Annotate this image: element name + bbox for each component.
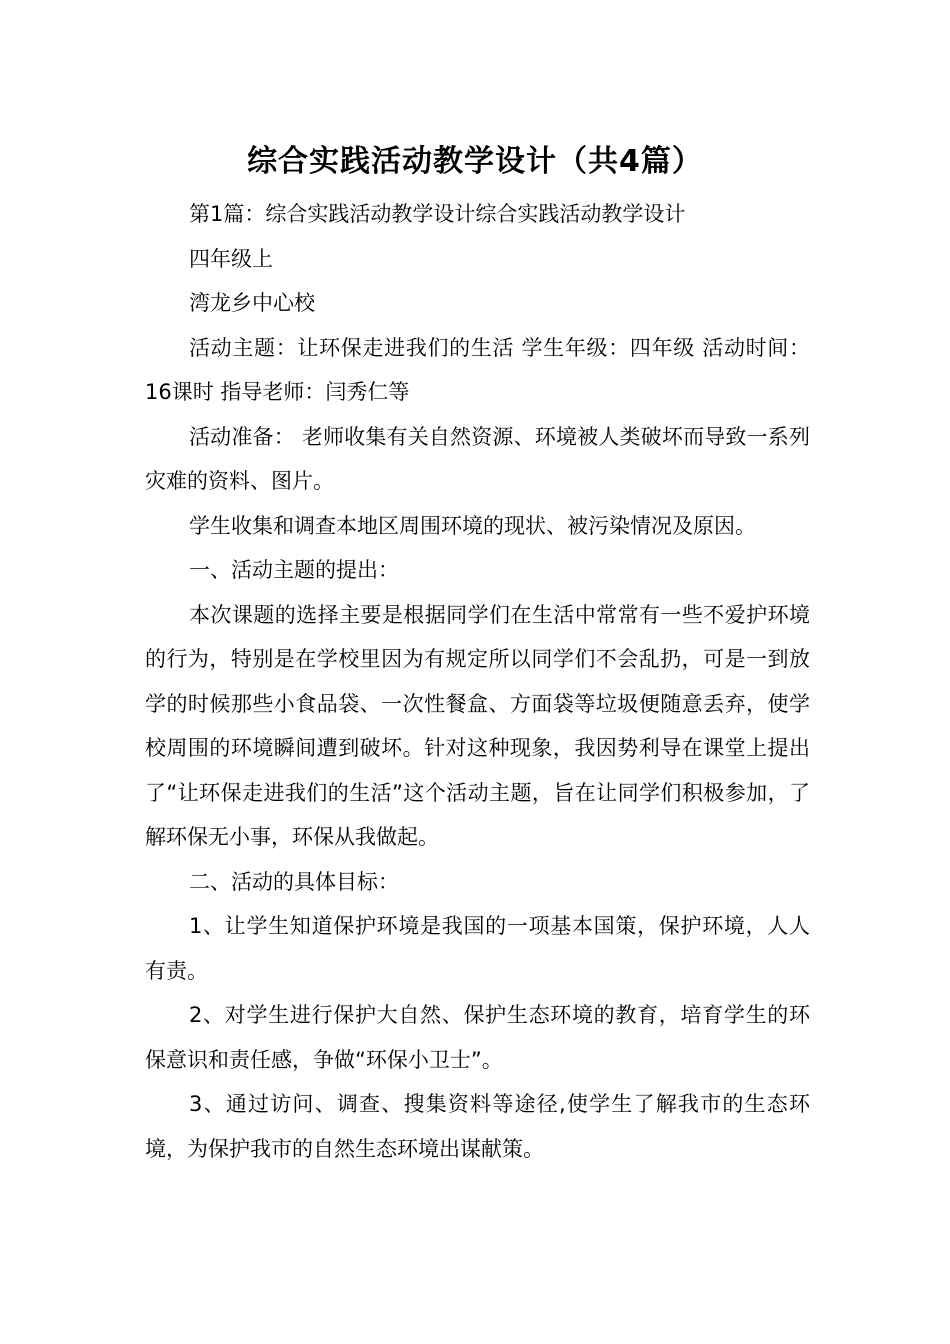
paragraph-student-preparation: 学生收集和调查本地区周围环境的现状、被污染情况及原因。 bbox=[189, 513, 756, 538]
paragraph-goal-3: 3、通过访问、调查、搜集资料等途径,使学生了解我市的生态环境，为保护我市的自然生态环境出谋献策。 bbox=[145, 1092, 810, 1161]
paragraph-activity-info: 活动主题：让环保走进我们的生活 学生年级：四年级 活动时间：16课时 指导老师：闫秀仁等 bbox=[145, 335, 810, 404]
paragraph-topic-body: 本次课题的选择主要是根据同学们在生活中常常有一些不爱护环境的行为，特别是在学校里因为有规定所以同学们不会乱扔，可是一到放学的时候那些小食品袋、一次性餐盒、方面袋等垃圾便随意丢弃，使学校周围的环境瞬间遭到破坏。针对这种现象，我因势利导在课堂上提出了“让环保走进我们的生活”这个活动主题，旨在让同学们积极参加，了解环保无小事，环保从我做起。 bbox=[145, 602, 810, 849]
paragraph-grade: 四年级上 bbox=[189, 246, 273, 271]
paragraph-goal-1: 1、让学生知道保护环境是我国的一项基本国策，保护环境，人人有责。 bbox=[145, 914, 810, 983]
document-title: 综合实践活动教学设计（共4篇） bbox=[247, 144, 703, 180]
paragraph-section-heading: 第1篇：综合实践活动教学设计综合实践活动教学设计 bbox=[189, 202, 686, 226]
paragraph-goal-2: 2、对学生进行保护大自然、保护生态环境的教育，培育学生的环保意识和责任感，争做“环保小卫士”。 bbox=[145, 1003, 810, 1072]
paragraph-school: 湾龙乡中心校 bbox=[189, 291, 315, 315]
paragraph-heading-topic: 一、活动主题的提出： bbox=[189, 558, 399, 582]
document-body bbox=[145, 192, 810, 1171]
paragraph-heading-goals: 二、活动的具体目标： bbox=[189, 869, 399, 894]
paragraph-teacher-preparation: 活动准备： 老师收集有关自然资源、环境被人类破坏而导致一系列灾难的资料、图片。 bbox=[145, 424, 810, 493]
